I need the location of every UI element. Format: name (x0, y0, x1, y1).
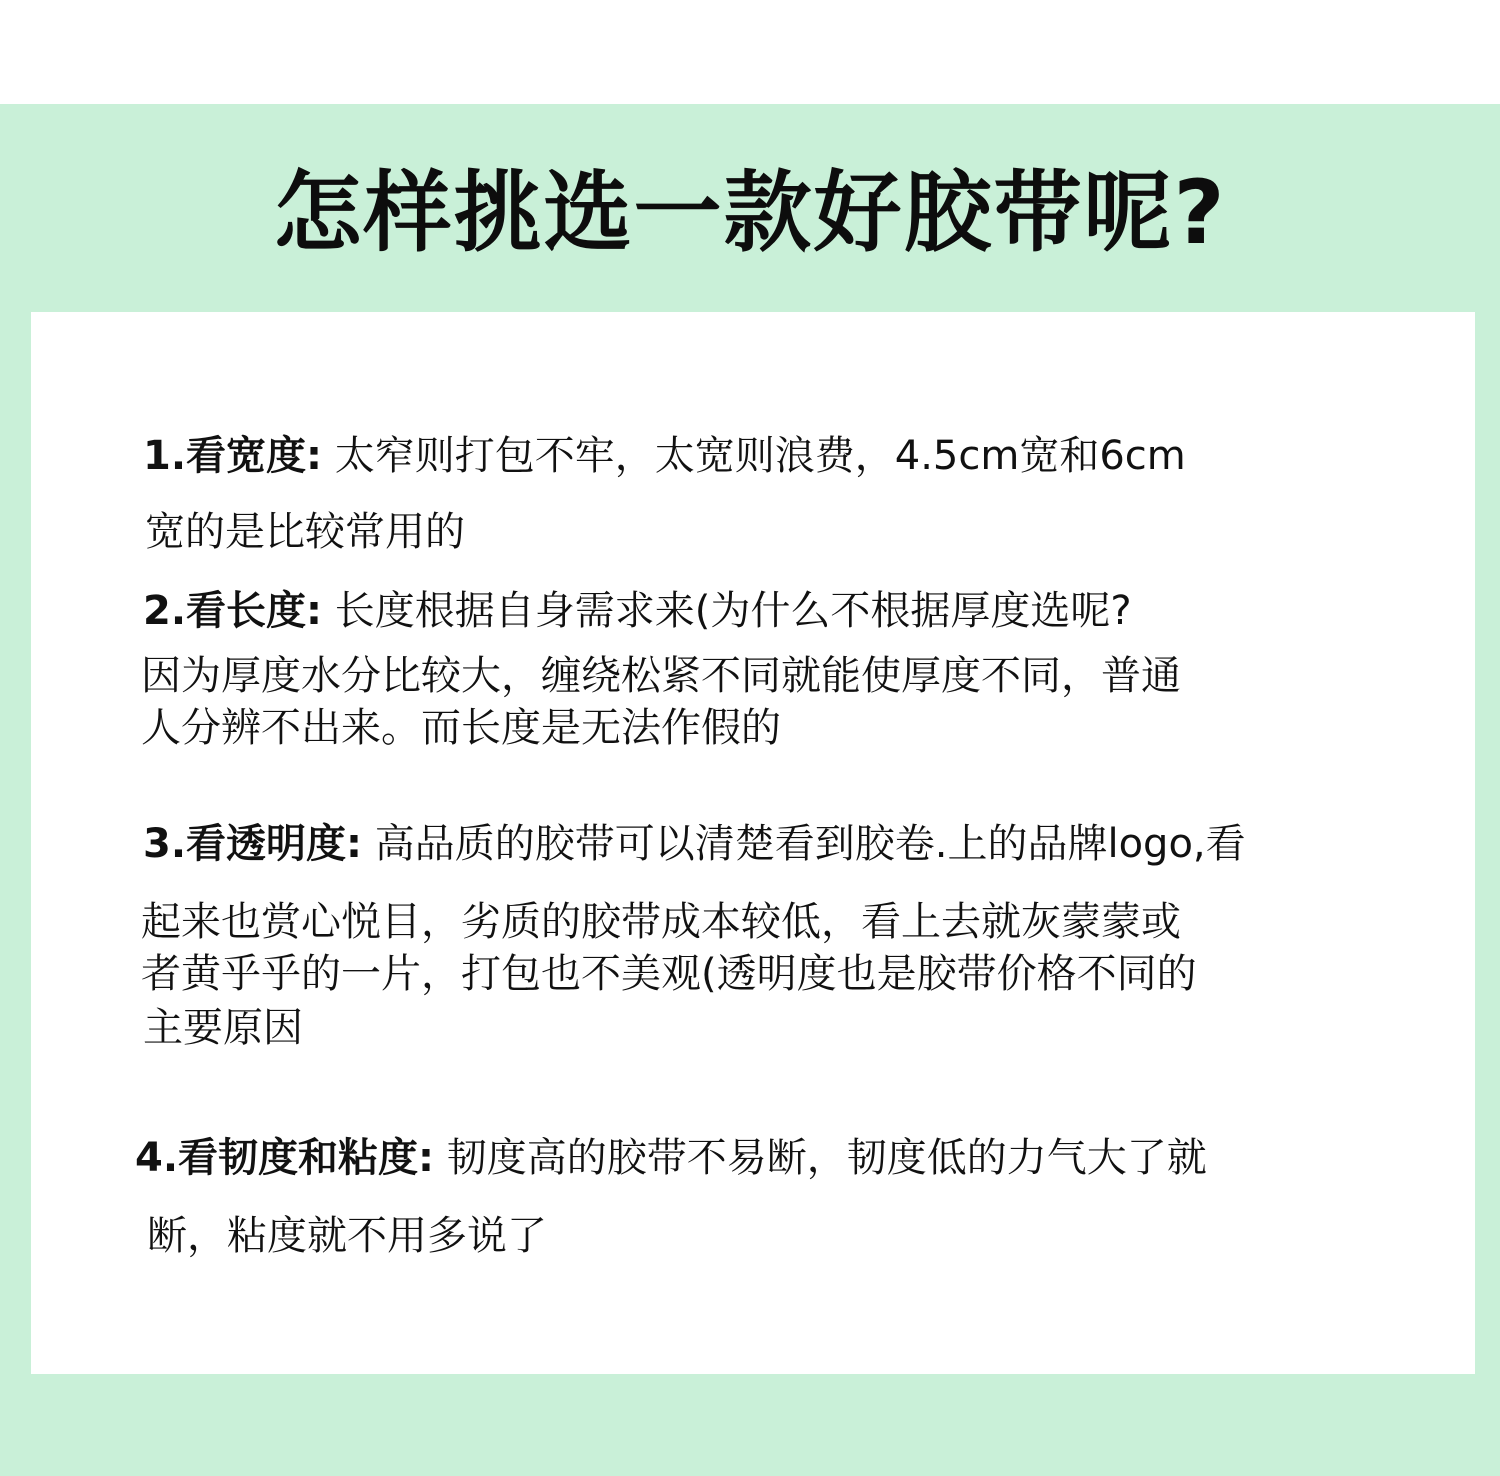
page-title: 怎样挑选一款好胶带呢? (273, 161, 1227, 264)
tip-4-text: 韧度高的胶带不易断，韧度低的力气大了就 (446, 1135, 1207, 1181)
tip-4-heading: 4.看韧度和粘度: (135, 1135, 435, 1181)
tip-3-line-3: 者黄乎乎的一片，打包也不美观(透明度也是胶带价格不同的 (141, 951, 1197, 997)
tip-2-heading: 2.看长度: (143, 588, 323, 634)
tip-4-line-2: 断，粘度就不用多说了 (147, 1213, 547, 1259)
tip-1-line-2: 宽的是比较常用的 (145, 509, 465, 555)
tip-1-text: 太窄则打包不牢，太宽则浪费，4.5cm宽和6cm (334, 433, 1186, 479)
tip-1-heading: 1.看宽度: (143, 433, 323, 479)
top-white-strip (0, 0, 1500, 104)
tip-4-line-1 (135, 1132, 1207, 1184)
tip-2-line-1 (143, 585, 1132, 637)
tip-2-line-3: 人分辨不出来。而长度是无法作假的 (141, 705, 781, 751)
tip-3-heading: 3.看透明度: (143, 821, 363, 867)
tip-1-line-1 (143, 430, 1186, 482)
tip-2-text: 长度根据自身需求来(为什么不根据厚度选呢? (334, 588, 1132, 634)
tip-3-text: 高品质的胶带可以清楚看到胶卷.上的品牌logo,看 (374, 821, 1246, 867)
tip-3-line-1 (143, 818, 1246, 870)
tip-3-line-4: 主要原因 (143, 1005, 303, 1051)
tip-2-line-2: 因为厚度水分比较大，缠绕松紧不同就能使厚度不同，普通 (141, 653, 1181, 699)
content-card (31, 312, 1475, 1374)
tip-3-line-2: 起来也赏心悦目，劣质的胶带成本较低，看上去就灰蒙蒙或 (141, 899, 1181, 945)
